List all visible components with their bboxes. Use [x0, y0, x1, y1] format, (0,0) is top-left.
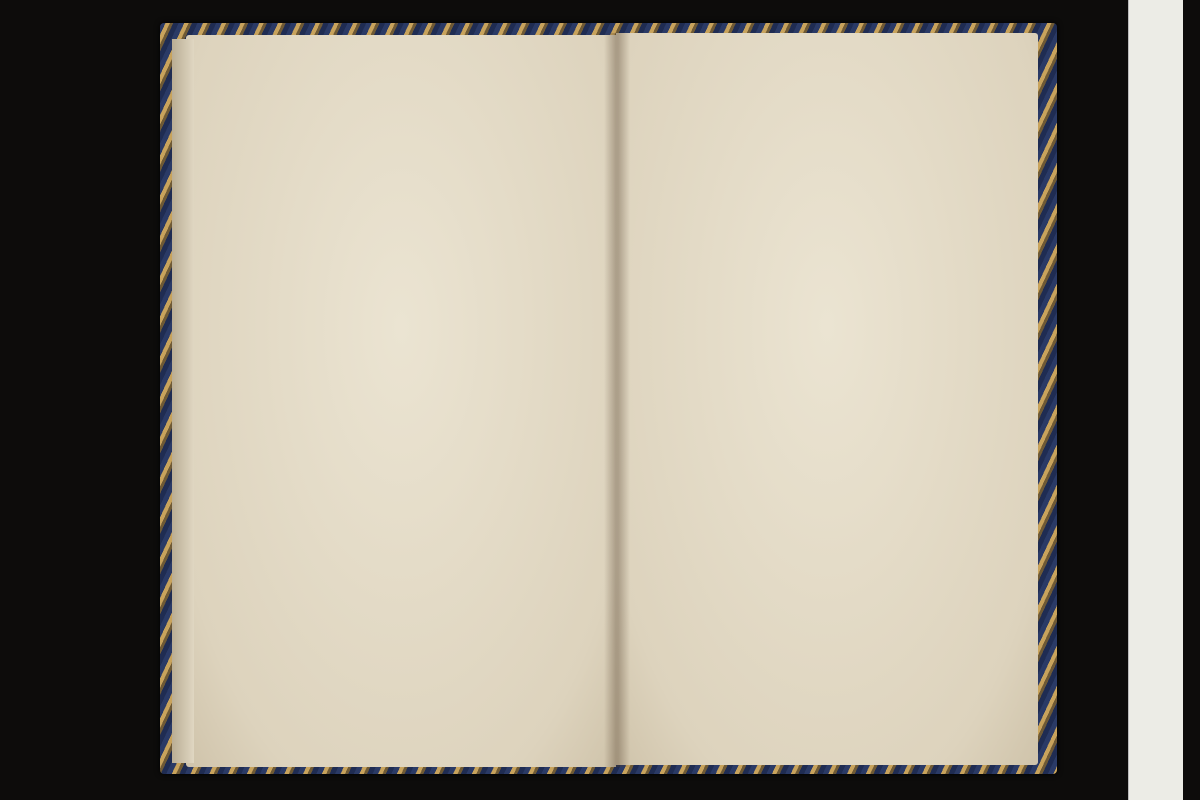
left-page	[186, 35, 616, 767]
measurement-ruler	[1128, 0, 1183, 800]
book-gutter	[604, 33, 630, 767]
right-page	[616, 33, 1038, 765]
page-edges	[172, 39, 194, 763]
